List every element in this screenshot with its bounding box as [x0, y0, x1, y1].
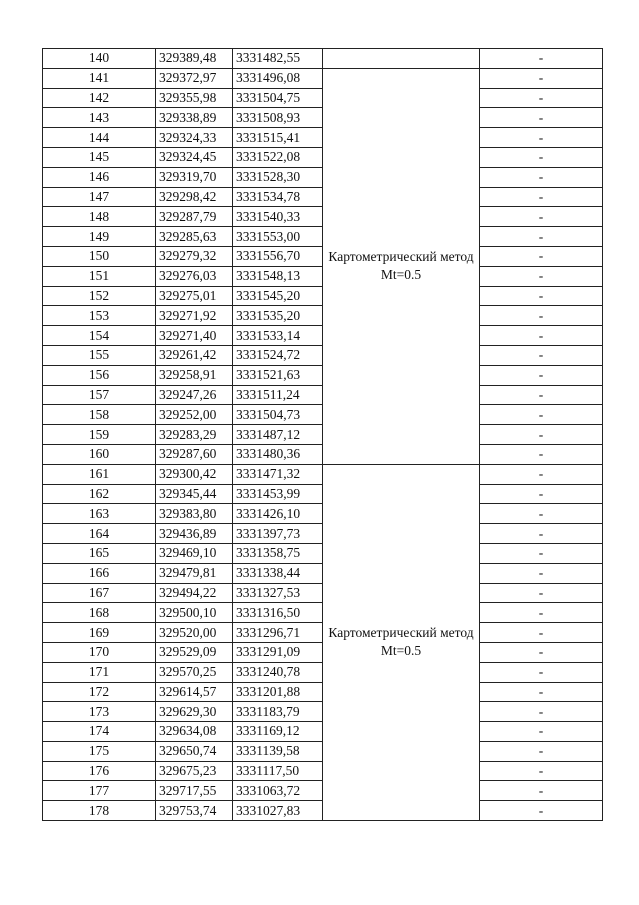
point-number: 171 [43, 662, 156, 682]
y-coordinate: 3331540,33 [233, 207, 323, 227]
x-coordinate: 329345,44 [156, 484, 233, 504]
x-coordinate: 329389,48 [156, 49, 233, 69]
accuracy-value: - [480, 88, 603, 108]
method-cell: Картометрический метод Mt=0.5 [323, 464, 480, 820]
point-number: 161 [43, 464, 156, 484]
accuracy-value: - [480, 286, 603, 306]
x-coordinate: 329271,92 [156, 306, 233, 326]
point-number: 160 [43, 444, 156, 464]
point-number: 162 [43, 484, 156, 504]
coordinates-table [42, 48, 603, 821]
accuracy-value: - [480, 741, 603, 761]
y-coordinate: 3331515,41 [233, 128, 323, 148]
table-row [43, 68, 603, 88]
point-number: 168 [43, 603, 156, 623]
accuracy-value: - [480, 722, 603, 742]
table-row [43, 49, 603, 69]
point-number: 177 [43, 781, 156, 801]
y-coordinate: 3331511,24 [233, 385, 323, 405]
accuracy-value: - [480, 108, 603, 128]
x-coordinate: 329634,08 [156, 722, 233, 742]
x-coordinate: 329717,55 [156, 781, 233, 801]
y-coordinate: 3331240,78 [233, 662, 323, 682]
point-number: 151 [43, 266, 156, 286]
x-coordinate: 329570,25 [156, 662, 233, 682]
point-number: 146 [43, 167, 156, 187]
x-coordinate: 329258,91 [156, 365, 233, 385]
y-coordinate: 3331063,72 [233, 781, 323, 801]
accuracy-value: - [480, 623, 603, 643]
x-coordinate: 329520,00 [156, 623, 233, 643]
y-coordinate: 3331522,08 [233, 147, 323, 167]
accuracy-value: - [480, 68, 603, 88]
x-coordinate: 329324,45 [156, 147, 233, 167]
accuracy-value: - [480, 147, 603, 167]
y-coordinate: 3331201,88 [233, 682, 323, 702]
accuracy-value: - [480, 702, 603, 722]
y-coordinate: 3331548,13 [233, 266, 323, 286]
point-number: 178 [43, 801, 156, 821]
y-coordinate: 3331482,55 [233, 49, 323, 69]
x-coordinate: 329275,01 [156, 286, 233, 306]
y-coordinate: 3331027,83 [233, 801, 323, 821]
y-coordinate: 3331291,09 [233, 642, 323, 662]
x-coordinate: 329300,42 [156, 464, 233, 484]
y-coordinate: 3331426,10 [233, 504, 323, 524]
accuracy-value: - [480, 781, 603, 801]
point-number: 155 [43, 345, 156, 365]
method-cell-empty [323, 49, 480, 69]
y-coordinate: 3331545,20 [233, 286, 323, 306]
x-coordinate: 329494,22 [156, 583, 233, 603]
accuracy-value: - [480, 504, 603, 524]
point-number: 145 [43, 147, 156, 167]
accuracy-value: - [480, 365, 603, 385]
x-coordinate: 329372,97 [156, 68, 233, 88]
y-coordinate: 3331397,73 [233, 524, 323, 544]
point-number: 149 [43, 227, 156, 247]
y-coordinate: 3331534,78 [233, 187, 323, 207]
x-coordinate: 329355,98 [156, 88, 233, 108]
point-number: 143 [43, 108, 156, 128]
y-coordinate: 3331524,72 [233, 345, 323, 365]
point-number: 169 [43, 623, 156, 643]
y-coordinate: 3331496,08 [233, 68, 323, 88]
table-row [43, 464, 603, 484]
x-coordinate: 329529,09 [156, 642, 233, 662]
y-coordinate: 3331556,70 [233, 246, 323, 266]
y-coordinate: 3331183,79 [233, 702, 323, 722]
y-coordinate: 3331169,12 [233, 722, 323, 742]
accuracy-value: - [480, 801, 603, 821]
point-number: 165 [43, 543, 156, 563]
accuracy-value: - [480, 227, 603, 247]
point-number: 159 [43, 425, 156, 445]
accuracy-value: - [480, 128, 603, 148]
x-coordinate: 329252,00 [156, 405, 233, 425]
x-coordinate: 329247,26 [156, 385, 233, 405]
accuracy-value: - [480, 405, 603, 425]
y-coordinate: 3331117,50 [233, 761, 323, 781]
accuracy-value: - [480, 603, 603, 623]
x-coordinate: 329287,60 [156, 444, 233, 464]
point-number: 141 [43, 68, 156, 88]
point-number: 158 [43, 405, 156, 425]
x-coordinate: 329261,42 [156, 345, 233, 365]
point-number: 174 [43, 722, 156, 742]
point-number: 148 [43, 207, 156, 227]
x-coordinate: 329675,23 [156, 761, 233, 781]
x-coordinate: 329324,33 [156, 128, 233, 148]
y-coordinate: 3331358,75 [233, 543, 323, 563]
y-coordinate: 3331504,73 [233, 405, 323, 425]
x-coordinate: 329650,74 [156, 741, 233, 761]
accuracy-value: - [480, 49, 603, 69]
coordinates-table-body [43, 49, 603, 821]
point-number: 164 [43, 524, 156, 544]
point-number: 175 [43, 741, 156, 761]
point-number: 172 [43, 682, 156, 702]
point-number: 147 [43, 187, 156, 207]
x-coordinate: 329469,10 [156, 543, 233, 563]
accuracy-value: - [480, 306, 603, 326]
y-coordinate: 3331535,20 [233, 306, 323, 326]
point-number: 170 [43, 642, 156, 662]
y-coordinate: 3331533,14 [233, 326, 323, 346]
accuracy-value: - [480, 662, 603, 682]
x-coordinate: 329500,10 [156, 603, 233, 623]
accuracy-value: - [480, 326, 603, 346]
y-coordinate: 3331139,58 [233, 741, 323, 761]
x-coordinate: 329383,80 [156, 504, 233, 524]
y-coordinate: 3331487,12 [233, 425, 323, 445]
x-coordinate: 329338,89 [156, 108, 233, 128]
point-number: 167 [43, 583, 156, 603]
x-coordinate: 329276,03 [156, 266, 233, 286]
point-number: 163 [43, 504, 156, 524]
point-number: 176 [43, 761, 156, 781]
accuracy-value: - [480, 207, 603, 227]
accuracy-value: - [480, 187, 603, 207]
y-coordinate: 3331327,53 [233, 583, 323, 603]
point-number: 144 [43, 128, 156, 148]
point-number: 152 [43, 286, 156, 306]
accuracy-value: - [480, 464, 603, 484]
y-coordinate: 3331528,30 [233, 167, 323, 187]
y-coordinate: 3331480,36 [233, 444, 323, 464]
x-coordinate: 329436,89 [156, 524, 233, 544]
y-coordinate: 3331508,93 [233, 108, 323, 128]
point-number: 153 [43, 306, 156, 326]
point-number: 173 [43, 702, 156, 722]
y-coordinate: 3331471,32 [233, 464, 323, 484]
accuracy-value: - [480, 484, 603, 504]
x-coordinate: 329283,29 [156, 425, 233, 445]
accuracy-value: - [480, 425, 603, 445]
accuracy-value: - [480, 345, 603, 365]
y-coordinate: 3331521,63 [233, 365, 323, 385]
x-coordinate: 329285,63 [156, 227, 233, 247]
accuracy-value: - [480, 583, 603, 603]
accuracy-value: - [480, 682, 603, 702]
accuracy-value: - [480, 543, 603, 563]
point-number: 156 [43, 365, 156, 385]
accuracy-value: - [480, 563, 603, 583]
x-coordinate: 329753,74 [156, 801, 233, 821]
point-number: 154 [43, 326, 156, 346]
x-coordinate: 329629,30 [156, 702, 233, 722]
point-number: 150 [43, 246, 156, 266]
x-coordinate: 329319,70 [156, 167, 233, 187]
point-number: 142 [43, 88, 156, 108]
accuracy-value: - [480, 642, 603, 662]
x-coordinate: 329287,79 [156, 207, 233, 227]
x-coordinate: 329271,40 [156, 326, 233, 346]
x-coordinate: 329479,81 [156, 563, 233, 583]
accuracy-value: - [480, 246, 603, 266]
y-coordinate: 3331553,00 [233, 227, 323, 247]
y-coordinate: 3331316,50 [233, 603, 323, 623]
x-coordinate: 329279,32 [156, 246, 233, 266]
accuracy-value: - [480, 167, 603, 187]
accuracy-value: - [480, 524, 603, 544]
accuracy-value: - [480, 266, 603, 286]
x-coordinate: 329298,42 [156, 187, 233, 207]
y-coordinate: 3331504,75 [233, 88, 323, 108]
point-number: 140 [43, 49, 156, 69]
y-coordinate: 3331453,99 [233, 484, 323, 504]
method-cell: Картометрический метод Mt=0.5 [323, 68, 480, 464]
x-coordinate: 329614,57 [156, 682, 233, 702]
accuracy-value: - [480, 385, 603, 405]
y-coordinate: 3331338,44 [233, 563, 323, 583]
y-coordinate: 3331296,71 [233, 623, 323, 643]
accuracy-value: - [480, 761, 603, 781]
point-number: 157 [43, 385, 156, 405]
accuracy-value: - [480, 444, 603, 464]
point-number: 166 [43, 563, 156, 583]
